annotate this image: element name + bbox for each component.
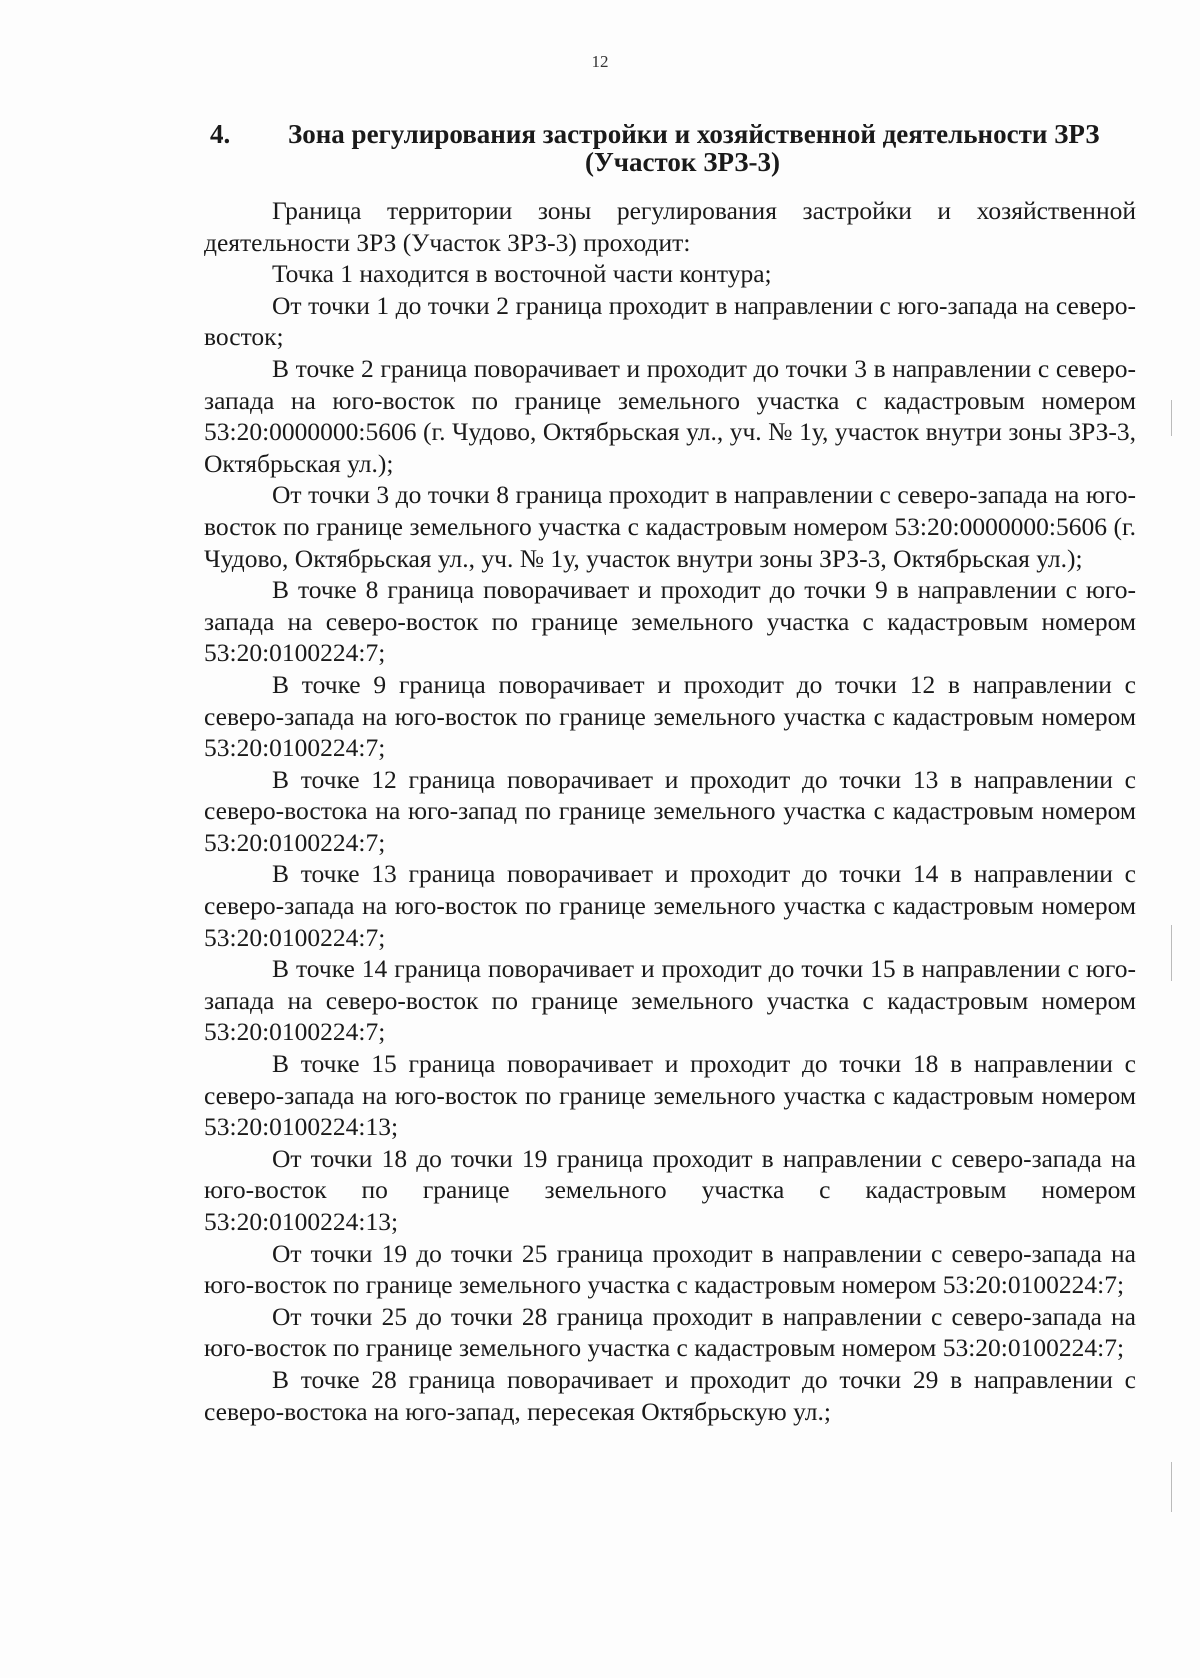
paragraph: От точки 18 до точки 19 граница проходит в направлении с северо-запада на юго-восток по границе земельного участка с кадастровым номером 53:20:0100224:13;: [204, 1143, 1136, 1236]
paragraph: Граница территории зоны регулирования застройки и хозяйственной деятельности ЗРЗ (Участок ЗРЗ-3) проходит:: [204, 196, 1136, 257]
paragraph: В точке 8 граница поворачивает и проходит до точки 9 в направлении с юго-запада на северо-восток по границе земельного участка с кадастровым номером 53:20:0100224:7;: [204, 575, 1136, 668]
section-subtitle: (Участок ЗРЗ-3): [584, 147, 781, 177]
paragraph: В точке 28 граница поворачивает и проходит до точки 29 в направлении с северо-востока на юго-запад, пересекая Октябрьскую ул.;: [204, 1364, 1136, 1426]
paragraph: Точка 1 находится в восточной части контура;: [272, 259, 772, 289]
scan-artifact: [1171, 400, 1172, 436]
page-number: 12: [591, 52, 609, 71]
paragraph: В точке 9 граница поворачивает и проходит до точки 12 в направлении с северо-запада на юго-восток по границе земельного участка с кадастровым номером 53:20:0100224:7;: [204, 669, 1136, 763]
section-title: Зона регулирования застройки и хозяйственной деятельности ЗРЗ: [288, 119, 1100, 149]
paragraph: От точки 1 до точки 2 граница проходит в направлении с юго-запада на северо-восток;: [204, 290, 1136, 352]
scan-artifact: [1171, 925, 1172, 981]
paragraph: В точке 13 граница поворачивает и проходит до точки 14 в направлении с северо-запада на юго-восток по границе земельного участка с кадастровым номером 53:20:0100224:7;: [204, 859, 1136, 952]
scan-artifact: [1171, 1462, 1172, 1512]
paragraph: В точке 2 граница поворачивает и проходит до точки 3 в направлении с северо-запада на юго-восток по границе земельного участка с кадастровым номером 53:20:0000000:5606 (г. Чудово, Октябрьская ул., уч. № 1у, участок внутри зоны ЗРЗ-3, Октябрьская ул.);: [204, 353, 1136, 478]
paragraph: В точке 15 граница поворачивает и проходит до точки 18 в направлении с северо-запада на юго-восток по границе земельного участка с кадастровым номером 53:20:0100224:13;: [204, 1049, 1136, 1142]
paragraph: В точке 14 граница поворачивает и проходит до точки 15 в направлении с юго-запада на северо-восток по границе земельного участка с кадастровым номером 53:20:0100224:7;: [204, 954, 1136, 1047]
paragraph: От точки 25 до точки 28 граница проходит в направлении с северо-запада на юго-восток по границе земельного участка с кадастровым номером 53:20:0100224:7;: [204, 1301, 1136, 1363]
paragraph: От точки 3 до точки 8 граница проходит в направлении с северо-запада на юго-восток по границе земельного участка с кадастровым номером 53:20:0000000:5606 (г. Чудово, Октябрьская ул., уч. № 1у, участок внутри зоны ЗРЗ-3, Октябрьская ул.);: [204, 480, 1136, 573]
paragraph: В точке 12 граница поворачивает и проходит до точки 13 в направлении с северо-востока на юго-запад по границе земельного участка с кадастровым номером 53:20:0100224:7;: [204, 764, 1136, 857]
body-text: [204, 195, 1136, 1427]
paragraph: От точки 19 до точки 25 граница проходит в направлении с северо-запада на юго-восток по границе земельного участка с кадастровым номером 53:20:0100224:7;: [204, 1238, 1136, 1300]
section-number: 4.: [210, 119, 231, 149]
